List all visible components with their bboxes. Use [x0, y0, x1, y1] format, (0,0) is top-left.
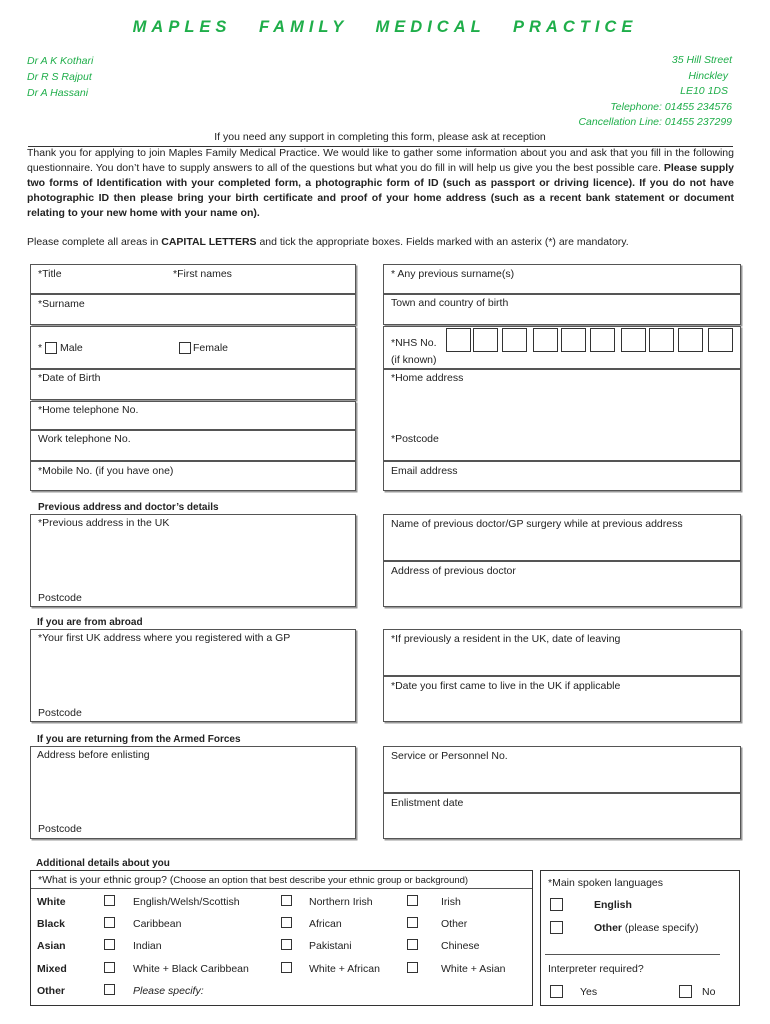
- ethnic-question: [38, 874, 468, 886]
- armed-forces-section-heading: If you are returning from the Armed Forces: [37, 734, 241, 745]
- white-asian-checkbox[interactable]: [407, 962, 418, 973]
- other-language-checkbox[interactable]: [550, 921, 563, 934]
- white-black-caribbean-label: White + Black Caribbean: [133, 963, 249, 975]
- main-languages-label: *Main spoken languages: [548, 877, 663, 889]
- address-before-enlisting-label: Address before enlisting: [37, 749, 150, 761]
- other-language-label: [594, 922, 698, 934]
- nhs-digit-box[interactable]: [502, 328, 527, 352]
- chinese-label: Chinese: [441, 940, 480, 952]
- cancellation-line: Cancellation Line: 01455 237299: [578, 116, 732, 129]
- previous-surname-label: * Any previous surname(s): [391, 268, 515, 280]
- doctor-address-field[interactable]: [383, 561, 741, 607]
- other-ethnicity-specify-label: Please specify:: [133, 985, 204, 997]
- ethnic-category-white: White: [37, 896, 66, 908]
- previous-doctor-field[interactable]: [383, 514, 741, 561]
- languages-divider: [545, 954, 720, 955]
- african-checkbox[interactable]: [281, 917, 292, 928]
- table-divider: [31, 888, 532, 889]
- address-postcode: LE10 1DS: [680, 85, 728, 98]
- northern-irish-label: Northern Irish: [309, 896, 373, 908]
- previous-address-field[interactable]: [30, 514, 356, 607]
- other-language-bold: Other: [594, 922, 623, 934]
- date-leaving-label: *If previously a resident in the UK, date of leaving: [391, 633, 621, 645]
- date-arrived-field[interactable]: [383, 676, 741, 722]
- title-firstname-field[interactable]: [30, 264, 356, 294]
- interpreter-yes-label: Yes: [580, 986, 598, 998]
- white-african-checkbox[interactable]: [281, 962, 292, 973]
- male-checkbox[interactable]: [45, 342, 57, 354]
- practice-address: [578, 53, 732, 131]
- intro-text: Thank you for applying to join Maples Family Medical Practice. We would like to gather some information about you and ask that you fill in the following questionnaire. You don’t have to supply answers to all of the questions but what you do fill in will help us give you the best possible care.: [27, 147, 734, 174]
- date-arrived-label: *Date you first came to live in the UK if applicable: [391, 680, 621, 692]
- previous-doctor-label: Name of previous doctor/GP surgery while at previous address: [391, 518, 683, 530]
- service-number-field[interactable]: [383, 746, 741, 793]
- date-leaving-field[interactable]: [383, 629, 741, 676]
- enlistment-date-field[interactable]: [383, 793, 741, 839]
- home-telephone-label: *Home telephone No.: [38, 404, 139, 416]
- mobile-label: *Mobile No. (if you have one): [38, 465, 174, 477]
- male-label: Male: [60, 342, 83, 354]
- irish-checkbox[interactable]: [407, 895, 418, 906]
- nhs-digit-box[interactable]: [649, 328, 674, 352]
- african-label: African: [309, 918, 342, 930]
- caribbean-label: Caribbean: [133, 918, 182, 930]
- ethnic-question-text: *What is your ethnic group? (: [38, 874, 174, 886]
- work-telephone-label: Work telephone No.: [38, 433, 131, 445]
- black-other-label: Other: [441, 918, 468, 930]
- nhs-if-known-label: (if known): [391, 354, 437, 366]
- address-street: 35 Hill Street: [671, 54, 732, 66]
- chinese-checkbox[interactable]: [407, 939, 418, 950]
- previous-postcode-label: Postcode: [38, 592, 82, 604]
- white-asian-label: White + Asian: [441, 963, 506, 975]
- surname-field[interactable]: [30, 294, 356, 325]
- nhs-digit-box[interactable]: [446, 328, 471, 352]
- dob-field[interactable]: [30, 369, 356, 400]
- town-country-birth-label: Town and country of birth: [391, 297, 509, 309]
- home-postcode-label: *Postcode: [391, 433, 439, 445]
- doctor-name: Dr A Hassani: [27, 87, 89, 99]
- english-language-label: English: [594, 899, 632, 911]
- abroad-postcode-label: Postcode: [38, 707, 82, 719]
- intro-paragraph: [27, 146, 734, 221]
- nhs-digit-box[interactable]: [473, 328, 498, 352]
- home-address-field[interactable]: [383, 369, 741, 461]
- white-african-label: White + African: [309, 963, 380, 975]
- nhs-digit-box[interactable]: [590, 328, 615, 352]
- other-language-specify: (please specify): [622, 922, 699, 934]
- first-uk-address-label: *Your first UK address where you registered with a GP: [38, 632, 291, 644]
- nhs-digit-box[interactable]: [708, 328, 733, 352]
- nhs-digit-box[interactable]: [561, 328, 586, 352]
- home-address-label: *Home address: [391, 372, 464, 384]
- home-telephone-field[interactable]: [30, 401, 356, 430]
- doctor-list: [27, 53, 93, 101]
- previous-address-label: *Previous address in the UK: [38, 517, 170, 529]
- interpreter-yes-checkbox[interactable]: [550, 985, 563, 998]
- address-before-enlisting-field[interactable]: [30, 746, 356, 839]
- other-ethnicity-checkbox[interactable]: [104, 984, 115, 995]
- first-uk-address-field[interactable]: [30, 629, 356, 722]
- gender-field: [30, 326, 356, 369]
- doctor-name: Dr A K Kothari: [27, 55, 94, 67]
- caribbean-checkbox[interactable]: [104, 917, 115, 928]
- service-number-label: Service or Personnel No.: [391, 750, 508, 762]
- interpreter-no-label: No: [702, 986, 716, 998]
- irish-label: Irish: [441, 896, 461, 908]
- dob-label: *Date of Birth: [38, 372, 101, 384]
- english-welsh-scottish-checkbox[interactable]: [104, 895, 115, 906]
- ethnic-question-hint: Choose an option that best describe your ethnic group or background): [173, 875, 469, 886]
- intro-id-requirements: Please supply two forms of Identification with your completed form, a photographic form of ID (such as passport or driving licence). If you do not have photographic ID then please bring your birth certificate and proof of your home address (such as a recent bank statement or document relating to your new home with your name on).: [27, 162, 734, 219]
- interpreter-label: Interpreter required?: [548, 963, 644, 975]
- ethnic-category-black: Black: [37, 918, 66, 930]
- capital-letters-note: CAPITAL LETTERS: [161, 236, 257, 248]
- support-note: If you need any support in completing this form, please ask at reception: [214, 131, 546, 143]
- additional-section-heading: Additional details about you: [36, 858, 170, 869]
- practice-name: MAPLES FAMILY MEDICAL PRACTICE: [132, 18, 638, 36]
- english-language-checkbox[interactable]: [550, 898, 563, 911]
- enlistment-date-label: Enlistment date: [391, 797, 464, 809]
- previous-section-heading: Previous address and doctor’s details: [38, 502, 219, 513]
- doctor-name: Dr R S Rajput: [27, 71, 92, 83]
- english-welsh-scottish-label: English/Welsh/Scottish: [133, 896, 240, 908]
- nhs-digit-box[interactable]: [621, 328, 646, 352]
- armed-postcode-label: Postcode: [38, 823, 82, 835]
- nhs-number-label: *NHS No.: [391, 337, 437, 349]
- ethnic-category-mixed: Mixed: [37, 963, 67, 975]
- previous-surname-field[interactable]: [383, 264, 741, 294]
- work-telephone-field[interactable]: [30, 430, 356, 461]
- abroad-section-heading: If you are from abroad: [37, 617, 143, 628]
- email-label: Email address: [391, 465, 458, 477]
- black-other-checkbox[interactable]: [407, 917, 418, 928]
- nhs-digit-box[interactable]: [678, 328, 703, 352]
- instructions-text: Please complete all areas in: [27, 236, 162, 248]
- northern-irish-checkbox[interactable]: [281, 895, 292, 906]
- address-town: Hinckley: [688, 69, 728, 82]
- indian-label: Indian: [133, 940, 162, 952]
- mobile-field[interactable]: [30, 461, 356, 491]
- nhs-number-field: [383, 326, 741, 369]
- ethnic-category-asian: Asian: [37, 940, 66, 952]
- female-checkbox[interactable]: [179, 342, 191, 354]
- town-country-birth-field[interactable]: [383, 294, 741, 325]
- indian-checkbox[interactable]: [104, 939, 115, 950]
- interpreter-no-checkbox[interactable]: [679, 985, 692, 998]
- gender-label: *: [38, 342, 43, 354]
- telephone: Telephone: 01455 234576: [610, 100, 732, 113]
- pakistani-label: Pakistani: [309, 940, 352, 952]
- surname-label: *Surname: [38, 298, 85, 310]
- instructions-text-end: and tick the appropriate boxes. Fields marked with an asterix (*) are mandatory.: [256, 236, 629, 248]
- doctor-address-label: Address of previous doctor: [391, 565, 516, 577]
- white-black-caribbean-checkbox[interactable]: [104, 962, 115, 973]
- instructions: [27, 235, 747, 250]
- first-names-label: *First names: [173, 268, 232, 280]
- female-label: Female: [193, 342, 229, 354]
- nhs-digit-box[interactable]: [533, 328, 558, 352]
- email-field[interactable]: [383, 461, 741, 491]
- title-label: *Title: [38, 268, 62, 280]
- ethnic-category-other: Other: [37, 985, 66, 997]
- pakistani-checkbox[interactable]: [281, 939, 292, 950]
